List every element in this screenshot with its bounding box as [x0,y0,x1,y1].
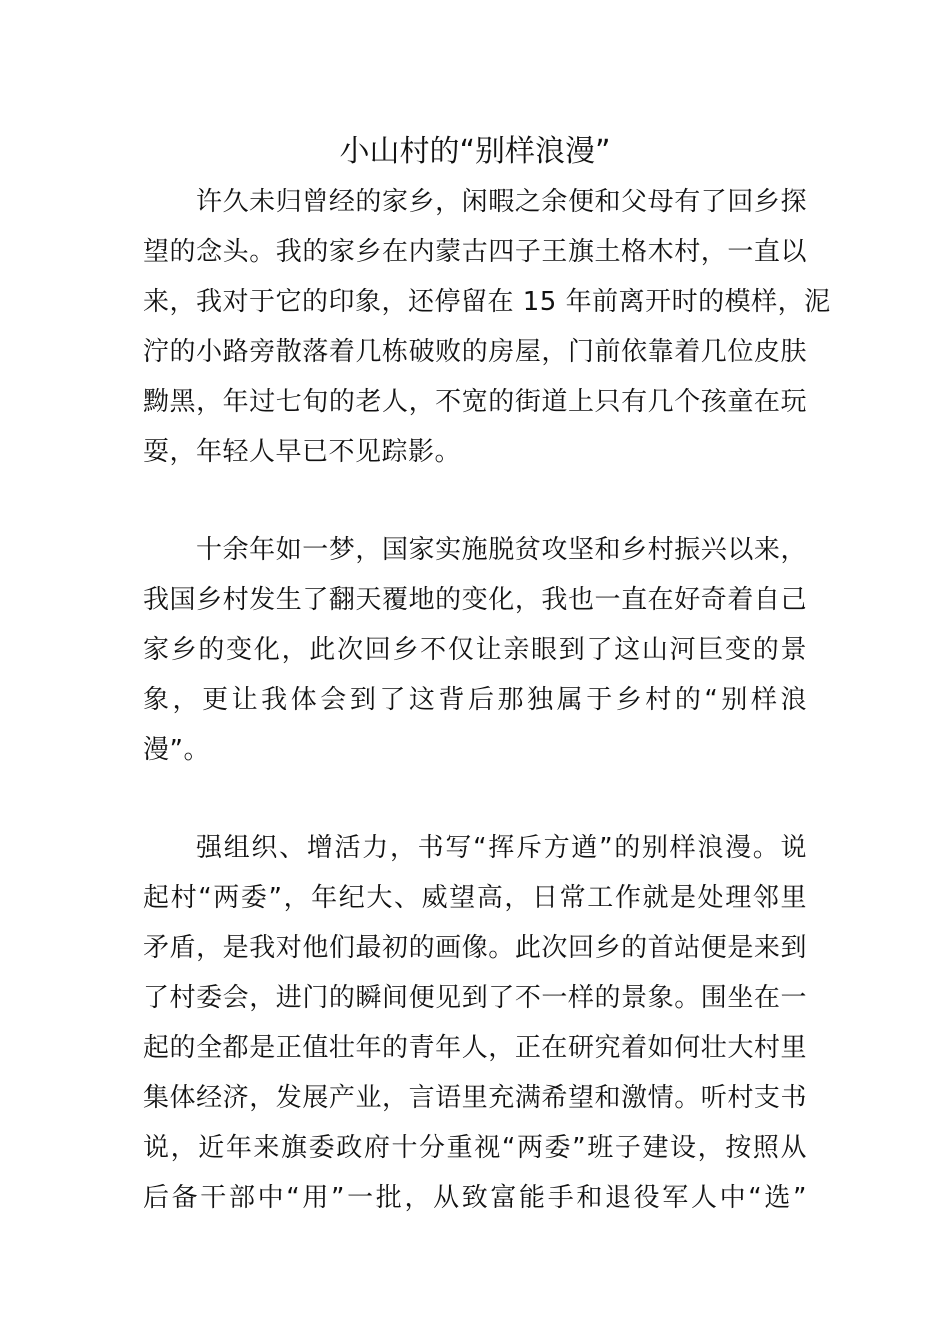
paragraph-line: 了村委会，进门的瞬间便见到了不一样的景象。围坐在一 [143,983,807,1013]
paragraph-1 [143,177,831,477]
paragraph-line: 耍，年轻人早已不见踪影。 [143,437,462,467]
paragraph-line: 说，近年来旗委政府十分重视“两委”班子建设，按照从 [143,1133,807,1163]
paragraph-line: 我国乡村发生了翻天覆地的变化，我也一直在好奇着自己 [143,585,807,615]
paragraph-line: 望的念头。我的家乡在内蒙古四子王旗土格木村，一直以 [143,237,807,267]
paragraph-line: 象，更让我体会到了这背后那独属于乡村的“别样浪 [143,685,807,715]
paragraph-2 [143,525,807,775]
paragraph-line: 起村“两委”，年纪大、威望高，日常工作就是处理邻里 [143,883,807,913]
paragraph-line: 漫”。 [143,735,210,765]
paragraph-line: 集体经济，发展产业，言语里充满希望和激情。听村支书 [143,1083,807,1113]
paragraph-line: 后备干部中“用”一批，从致富能手和退役军人中“选” [143,1183,807,1213]
paragraph-line: 强组织、增活力，书写“挥斥方遒”的别样浪漫。说 [196,833,807,863]
paragraph-line: 来，我对于它的印象，还停留在 15 年前离开时的模样，泥 [143,287,831,317]
paragraph-3 [143,823,807,1223]
page-title: 小山村的“别样浪漫” [339,134,611,169]
paragraph-line: 家乡的变化，此次回乡不仅让亲眼到了这山河巨变的景 [143,635,807,665]
paragraph-line: 黝黑，年过七旬的老人，不宽的街道上只有几个孩童在玩 [143,387,807,417]
paragraph-line: 许久未归曾经的家乡，闲暇之余便和父母有了回乡探 [196,187,807,217]
paragraph-line: 起的全都是正值壮年的青年人，正在研究着如何壮大村里 [143,1033,807,1063]
paragraph-line: 泞的小路旁散落着几栋破败的房屋，门前依靠着几位皮肤 [143,337,807,367]
paragraph-line: 十余年如一梦，国家实施脱贫攻坚和乡村振兴以来， [196,535,807,565]
paragraph-line: 矛盾，是我对他们最初的画像。此次回乡的首站便是来到 [143,933,807,963]
